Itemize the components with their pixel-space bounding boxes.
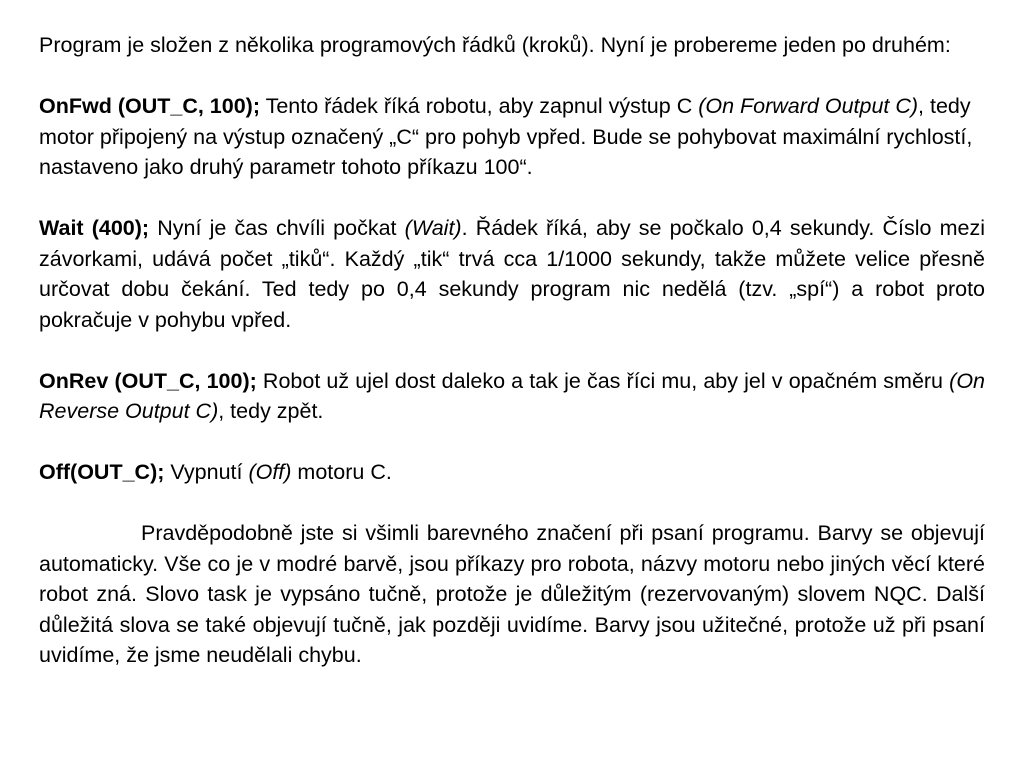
onfwd-text-1: Tento řádek říká robotu, aby zapnul výstup C — [259, 94, 699, 118]
onrev-text-2: , tedy zpět. — [218, 399, 324, 423]
onrev-paragraph — [39, 366, 985, 427]
onrev-text-1: Robot už ujel dost daleko a tak je čas říci mu, aby jel v opačném směru — [256, 368, 950, 393]
wait-paragraph — [39, 213, 985, 335]
off-text-2: motoru C. — [291, 460, 392, 484]
onrev-code: OnRev (OUT_C, 100); — [39, 368, 257, 393]
document-page — [39, 30, 985, 671]
closing-text: Pravděpodobně jste si všimli barevného značení při psaní programu. Barvy se objevují automaticky. Vše co je v modré barvě, jsou příkazy pro robota, názvy motoru nebo jiných věcí které robot zná. Slovo task je vypsáno tučně, protože je důležitým (rezervovaným) slovem NQC. Další důležitá slova se také objevují tučně, jak později uvidíme. Barvy jsou užitečné, protože už při psaní uvidíme, že jsme neudělali chybu. — [39, 521, 985, 667]
wait-italic: (Wait) — [404, 216, 462, 240]
off-text-1: Vypnutí — [164, 460, 249, 484]
onfwd-paragraph — [39, 91, 985, 183]
onrev-italic: (On Reverse Output C) — [39, 368, 985, 423]
onfwd-text-2: , tedy motor připojený na výstup označený „C“ pro pohyb vpřed. Bude se pohybovat maximální rychlostí, nastaveno jako druhý parametr tohoto příkazu 100“. — [39, 94, 973, 179]
off-paragraph — [39, 457, 985, 488]
intro-text: Program je složen z několika programových řádků (kroků). Nyní je probereme jeden po druhém: — [39, 33, 951, 57]
intro-paragraph — [39, 30, 985, 61]
off-italic: (Off) — [248, 460, 292, 484]
off-code: Off(OUT_C); — [39, 460, 165, 484]
closing-paragraph — [39, 518, 985, 671]
wait-code: Wait (400); — [39, 216, 150, 240]
onfwd-code: OnFwd (OUT_C, 100); — [39, 94, 260, 118]
wait-text-2: . Řádek říká, aby se počkalo 0,4 sekundy. Číslo mezi závorkami, udává počet „tiků“. Každý „tik“ trvá cca 1/1000 sekundy, takže můžete velice přesně určovat dobu čekání. Ted tedy po 0,4 sekundy program nic nedělá (tzv. „spí“) a robot proto pokračuje v pohybu vpřed. — [39, 216, 985, 332]
onfwd-italic: (On Forward Output C) — [698, 94, 919, 118]
wait-text-1: Nyní je čas chvíli počkat — [149, 216, 405, 240]
